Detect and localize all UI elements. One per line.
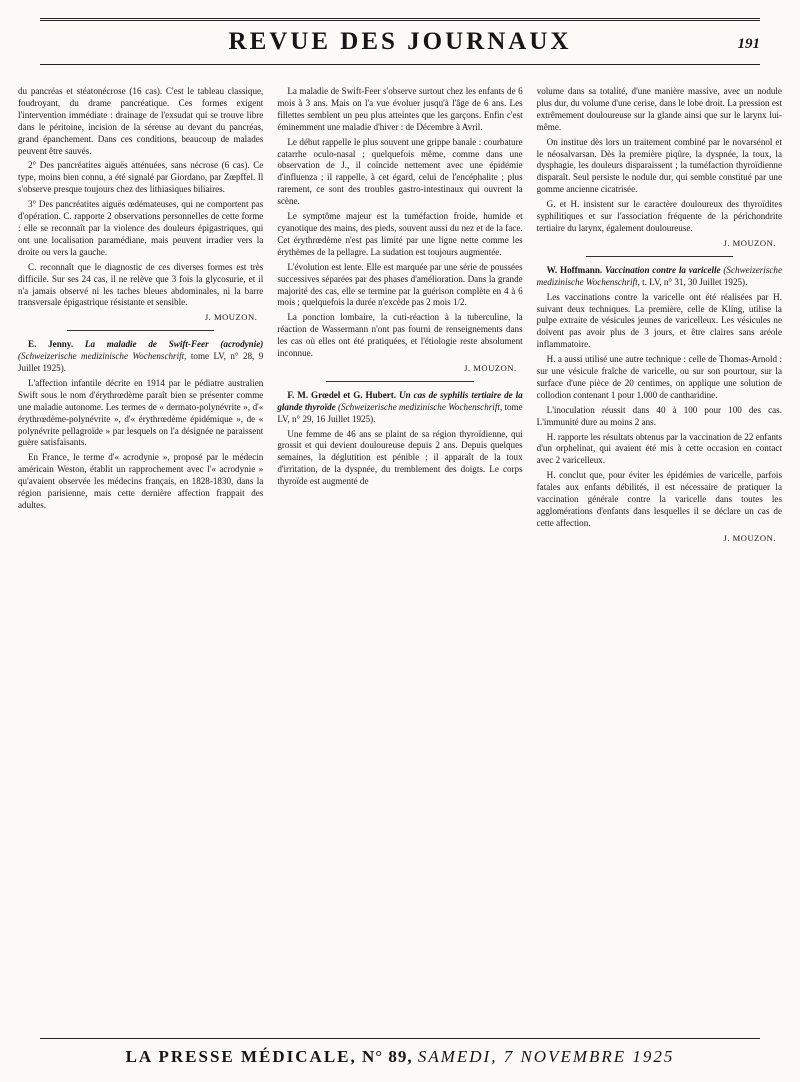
column-2 xyxy=(277,86,522,1030)
article-paragraph: La ponction lombaire, la cuti-réaction à la tuberculine, la réaction de Wassermann n'ont pas fourni de renseignements dans les cas où elles ont été pratiquées, et l'étiologie reste absolument inconnue. xyxy=(277,312,523,359)
header-bottom-rule xyxy=(40,64,760,65)
article-paragraph: Les vaccinations contre la varicelle ont été réalisées par H. suivant deux techniques. La première, celle de Kling, utilise la pulpe extraite de vésicules jeunes de varicelleux. Les vésicules ne doivent pas avoir plus de 3 jours, et être claires sans aréole inflammatoire. xyxy=(536,291,782,350)
article-reference: t. LV, n° 31, 30 Juillet 1925). xyxy=(642,276,748,287)
article-title: Vaccination contre la varicelle xyxy=(605,264,721,275)
article-paragraph: C. reconnaît que le diagnostic de ces diverses formes est très difficile. Sur ses 24 cas, il ne relève que 3 fois la glycosurie, et il n'a jamais observé ni les taches bleues abdominales, ni la barre transversale épigastrique résistante et sensible. xyxy=(18,261,264,308)
footer-issue-number: N° 89, xyxy=(362,1047,413,1066)
article-paragraph: Le symptôme majeur est la tuméfaction froide, humide et cyanotique des mains, des pieds, souvent aussi du nez et de la face. Cet érythrœdème n'est pas limité par une ligne nette comme les érythèmes de la pellagre. La sudation est toujours augmentée. xyxy=(277,211,523,257)
article-paragraph: L'affection infantile décrite en 1914 par le pédiatre australien Swift sous le nom d'érythrœdème paraît bien se présenter comme une maladie autonome. Les termes de « dermato-polynévrite », d'« érythrœdème-polynévrite », d'« érythrœdème épidémique », de « polynévrite pellagroïde » par lesquels on l'a désignée ne paraissent guère satisfaisants. xyxy=(18,377,264,448)
article-heading xyxy=(277,390,522,426)
header-top-rule xyxy=(40,18,760,21)
article-paragraph: H. conclut que, pour éviter les épidémies de varicelle, parfois fatales aux enfants débilités, il est nécessaire de pratiquer la vaccination générale contre la varicelle dans toutes les agglomérations d'enfants dans lesquelles il se déclare un cas de cette affection. xyxy=(536,470,782,528)
article-author: E. Jenny. xyxy=(28,339,74,350)
article-divider xyxy=(586,256,733,257)
journal-section-title: REVUE DES JOURNAUX xyxy=(228,28,572,55)
article-heading xyxy=(537,265,782,289)
page-footer xyxy=(40,1038,760,1073)
article-paragraph: On institue dès lors un traitement combiné par le novarsénol et le néosalvarsan. Dès la première piqûre, la dyspnée, la toux, la dysphagie, les douleurs disparaissent ; la tuméfaction thyroïdienne disparaît. Seul persiste le nodule dur, qui semble constitué par une gomme ancienne cicatrisée. xyxy=(536,136,782,195)
article-signature: J. MOUZON. xyxy=(204,312,258,323)
page-header xyxy=(40,14,760,72)
article-paragraph: En France, le terme d'« acrodynie », proposé par le médecin américain Weston, établit un rapprochement avec l'« acrodynie » qu'avaient observée les médecins français, en 1828-1830, dans la région parisienne, mais cette dernière affection frappait des adultes. xyxy=(18,452,264,510)
article-title: Un cas de syphilis tertiaire de la glande thyroïde xyxy=(277,389,523,412)
article-paragraph: Une femme de 46 ans se plaint de sa région thyroïdienne, qui grossit et qui devient douloureuse depuis 2 ans. Depuis quelques semaines, la déglutition est pénible ; il apparaît de la toux d'irritation, de la dyspnée, du tremblement des doigts. Le corps thyroïde est augmenté de xyxy=(277,428,523,487)
article-paragraph: L'évolution est lente. Elle est marquée par une série de poussées successives séparées par des phases d'amélioration. Dans la grande majorité des cas, elle se termine par la guérison complète en 4 à 6 mois ; quelquefois la durée n'excède pas 2 mois 1/2. xyxy=(277,261,523,308)
column-3 xyxy=(537,86,782,1030)
article-paragraph: 2° Des pancréatites aiguës atténuées, sans nécrose (6 cas). Ce type, moins bien connu, a été signalé par Giordano, par Zœpffel. Il s'observe presque toujours chez des lithiasiques biliaires. xyxy=(18,160,264,195)
article-paragraph: H. a aussi utilisé une autre technique : celle de Thomas-Arnold : sur une vésicule fraîche de varicelle, ou sur son pourtour, sur la surface d'une pièce de 20 centimes, on applique une solution de collodion contenant 1 pour 1.000 de cantharidine. xyxy=(536,354,782,400)
article-signature: J. MOUZON. xyxy=(723,532,776,543)
article-source: (Schweizerische medizinische Wochenschrift, xyxy=(536,264,782,287)
article-heading xyxy=(18,339,263,375)
article-source: (Schweizerische medizinische Wochenschrift, xyxy=(18,351,187,362)
article-paragraph: La maladie de Swift-Feer s'observe surtout chez les enfants de 6 mois à 3 ans. Mais on l'a vue évoluer jusqu'à l'âge de 6 ans. Les fillettes semblent un peu plus atteintes que les garçons. Enfin c'est éminemment une maladie d'hiver : de Décembre à Avril. xyxy=(277,86,523,132)
article-reference: tome LV, n° 29, 16 Juillet 1925). xyxy=(277,401,523,424)
footer-journal-name: LA PRESSE MÉDICALE, xyxy=(125,1047,357,1066)
article-paragraph: L'inoculation réussit dans 40 à 100 pour 100 des cas. L'immunité dure au moins 2 ans. xyxy=(536,404,782,427)
footer-line xyxy=(126,1047,675,1067)
article-source: (Schweizerische medizinische Wochenschrift, xyxy=(338,401,503,412)
footer-date: SAMEDI, 7 NOVEMBRE 1925 xyxy=(417,1047,675,1066)
article-reference: tome LV, n° 28, 9 Juillet 1925). xyxy=(18,351,264,374)
article-columns xyxy=(18,86,782,1030)
article-title: La maladie de Swift-Feer (acrodynie) xyxy=(84,339,264,350)
article-paragraph: Le début rappelle le plus souvent une grippe banale : courbature catarrhe oculo-nasal ; quelquefois même, comme dans une observation de J., il coïncide nettement avec une épidémie d'influenza ; il rappelle, à cet égard, celui de l'encéphalite ; plus rarement, ce sont des troubles gastro-intestinaux qui ouvrent la scène. xyxy=(277,136,523,207)
article-paragraph: G. et H. insistent sur le caractère douloureux des thyroïdites syphilitiques et sur l'association fréquente de la périchondrite tertiaire du larynx, également douloureuse. xyxy=(536,199,782,233)
article-paragraph: H. rapporte les résultats obtenus par la vaccination de 22 enfants d'un orphelinat, qui avaient été mis à cette occasion en contact avec 2 varicelleux. xyxy=(536,431,782,466)
article-paragraph: volume dans sa totalité, d'une manière massive, avec un nodule plus dur, du volume d'une cerise, dans le lobe droit. La pression est extrêmement douloureuse sur la glande ainsi que sur le larynx lui-même. xyxy=(536,86,782,132)
page-number: 191 xyxy=(737,36,760,52)
article-author: F. M. Grœdel et G. Hubert. xyxy=(287,389,397,400)
article-paragraph: du pancréas et stéatonécrose (16 cas). C'est le tableau classique, foudroyant, du drame pancréatique. Ces formes exigent l'intervention immédiate : drainage de l'exsudat qui se trouve libre dans le péritoine, incision de la séreuse au devant du pancréas, grand épanchement. Dans ces conditions, beaucoup de malades peuvent être sauvés. xyxy=(18,86,264,156)
article-divider xyxy=(67,330,214,331)
article-signature: J. MOUZON. xyxy=(723,237,776,248)
column-1 xyxy=(18,86,263,1030)
article-signature: J. MOUZON. xyxy=(464,362,517,373)
article-paragraph: 3° Des pancréatites aiguës œdémateuses, qui ne comportent pas d'opération. C. rapporte 2 observations personnelles de cette forme : elle se reconnaît par la violence des douleurs épigastriques, qui ont une localisation paramédiane, mais peuvent irradier vers la droite ou vers la gauche. xyxy=(18,199,264,257)
article-divider xyxy=(326,381,473,382)
article-author: W. Hoffmann. xyxy=(546,264,603,275)
